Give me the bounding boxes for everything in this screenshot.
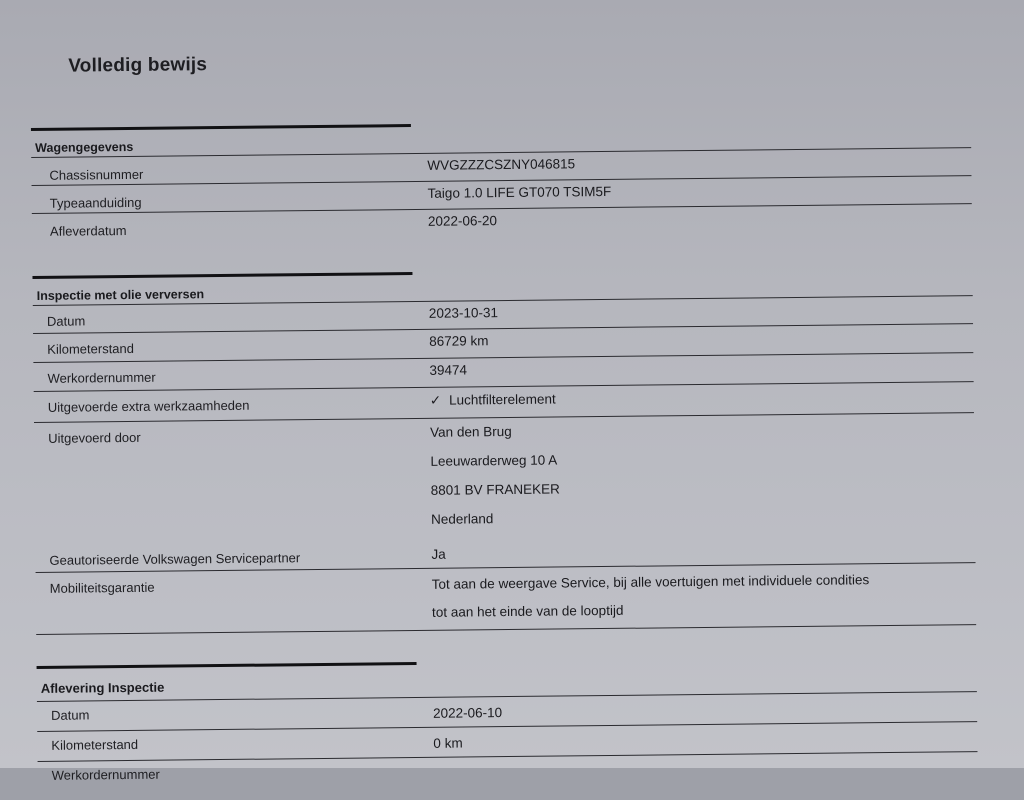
- address-line: Van den Brug: [430, 423, 512, 440]
- address-line: Leeuwarderweg 10 A: [430, 452, 558, 469]
- field-value: WVGZZZCSZNY046815: [427, 156, 576, 173]
- field-value: 2023-10-31: [428, 305, 499, 321]
- field-value: 2022-06-20: [427, 213, 498, 229]
- checkmark-icon: ✓: [429, 392, 442, 408]
- section-aflevering: [37, 656, 977, 783]
- field-value: Taigo 1.0 LIFE GT070 TSIM5F: [427, 183, 612, 201]
- field-label: Uitgevoerde extra werkzaamheden: [47, 397, 250, 415]
- field-value: Tot aan de weergave Service, bij alle voertuigen met individuele condities: [431, 572, 870, 592]
- section-divider-bar: [37, 662, 417, 669]
- field-label: Werkordernummer: [51, 766, 160, 783]
- section-heading: Wagengegevens: [31, 128, 971, 158]
- field-value: [430, 392, 556, 409]
- field-label: Uitgevoerd door: [48, 429, 141, 446]
- address-line: 8801 BV FRANEKER: [430, 481, 560, 498]
- section-divider-bar: [31, 124, 411, 131]
- section-divider-bar: [32, 272, 412, 279]
- field-label: Geautoriseerde Volkswagen Servicepartner: [49, 550, 301, 568]
- field-value: 0 km: [433, 735, 463, 751]
- field-label: Kilometerstand: [47, 340, 135, 357]
- address-line: Nederland: [430, 511, 494, 527]
- document-sheet: [30, 30, 998, 800]
- row-uitgevoerd-door: [34, 413, 975, 543]
- field-label: Afleverdatum: [49, 222, 127, 239]
- field-value-continued: tot aan het einde van de looptijd: [431, 602, 624, 620]
- field-label: Datum: [46, 313, 86, 329]
- field-value: 2022-06-10: [432, 705, 503, 721]
- document-title: Volledig bewijs: [68, 54, 208, 77]
- section-wagengegevens: [31, 118, 971, 239]
- field-label: Chassisnummer: [49, 166, 144, 183]
- section-heading: Inspectie met olie verversen: [33, 276, 973, 306]
- field-label: Werkordernummer: [47, 369, 156, 386]
- section-inspectie: [32, 266, 972, 620]
- field-label: Typeaanduiding: [49, 194, 142, 211]
- row-mobiliteitsgarantie: [36, 563, 977, 635]
- section-heading: Aflevering Inspectie: [37, 666, 977, 702]
- extra-work-item: Luchtfilterelement: [449, 391, 556, 408]
- field-label: Kilometerstand: [51, 736, 139, 753]
- field-label: Datum: [50, 707, 90, 723]
- field-value: 39474: [429, 362, 468, 378]
- field-value: Ja: [431, 546, 446, 562]
- field-label: Mobiliteitsgarantie: [49, 579, 155, 596]
- field-value: 86729 km: [429, 333, 489, 349]
